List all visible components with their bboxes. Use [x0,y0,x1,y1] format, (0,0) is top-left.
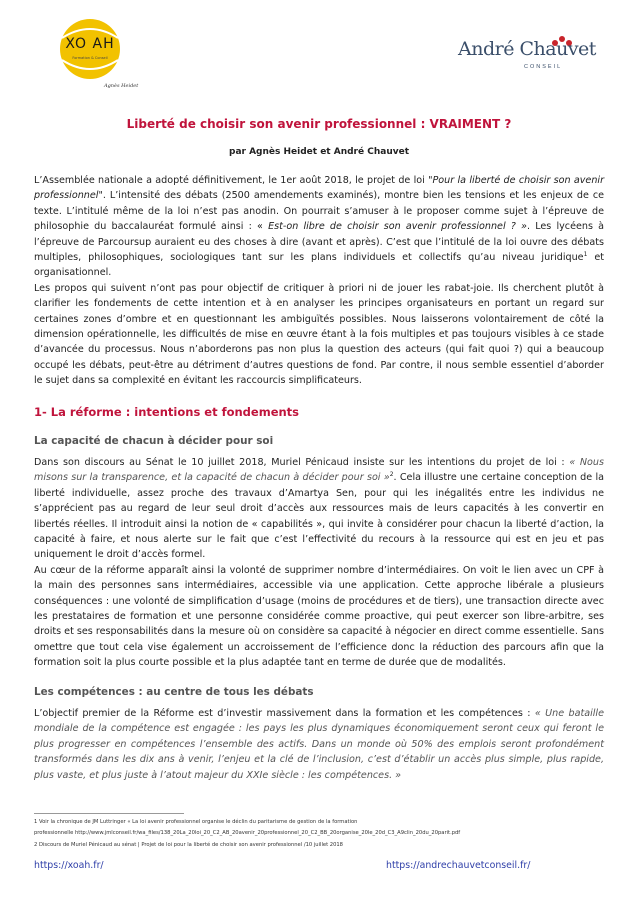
page-title: Liberté de choisir son avenir professionnel : VRAIMENT ? [126,117,512,131]
footnote-separator [34,813,184,814]
andre-chauvet-wordmark: André Chauvet [458,38,596,60]
text-run: . Cela illustre une certaine conception de la liberté individuelle, assez proche des travaux d’Amartya Sen, pour qui les inégalités entre les individus ne s’apprécient pas au regard de leur seul droit d’accès aux ressources mais de leurs capacités à les convertir en libertés réelles. Il introduit ainsi la notion de « capabilités », qui invite à considérer pour chacun la liberté d’action, la capacité à faire, et nous alerte sur le fait que c’est l’effectivité du recours à la ressource qui est en jeu et pas uniquement le droit d’accès formel. [34,472,604,561]
footnote-ref-1[interactable]: 1 [583,250,588,258]
xoah-signature: Agnès Heidet [104,83,139,89]
subsection-capacity-heading: La capacité de chacun à décider pour soi [34,435,274,447]
text-run: ". L’intensité des débats (2500 amendements examinés), montre bien les tensions et les enjeux de ce texte. L’intitulé même de la loi n’est pas anodin. On pourrait s’amuser à le proposer comme sujet à l’épreuve de philosophie du baccalauréat formulé ainsi : « [34,190,604,233]
text-run: Dans son discours au Sénat le 10 juillet 2018, Muriel Pénicaud insiste sur les intentions du projet de loi : [34,457,570,468]
law-title: Pour la liberté de choisir son avenir professionnel [34,175,605,202]
footnote-ref-2[interactable]: 2 [389,471,394,479]
section-1-heading: 1- La réforme : intentions et fondements [34,405,300,419]
footer-link-andre-chauvet[interactable]: https://andrechauvetconseil.fr/ [386,860,531,871]
footer-link-xoah[interactable]: https://xoah.fr/ [34,860,104,871]
intro-paragraph-2: Les propos qui suivent n’ont pas pour objectif de critiquer à priori ni de jouer les rabat-joie. Ils cherchent plutôt à clarifier les fondements de cette intention et à en analyser les principes organisateurs en portant un regard sur certaines zones d’ombre et en questionnant les ambiguïtés possibles. Nous laisserons volontairement de côté la dimension opérationnelle, les difficultés de mise en œuvre étant à la fois multiples et pas toujours visibles à ce stade d’avancée du processus. Nous n’aborderons pas non plus la question des acteurs (qui fait quoi ?) qui a beaucoup occupé les débats, peut-être au détriment d’autres questions de fond. Par contre, il nous semble essentiel d’aborder le sujet dans sa complexité en évitant les raccourcis simplificateurs. [34,282,604,387]
philosophy-question: Est-on libre de choisir son avenir professionnel ? » [268,221,527,233]
xoah-logo-text: XO AH [65,36,115,52]
competences-quote: « Une bataille mondiale de la compétence est engagée : les pays les plus dynamiques économiquement seront ceux qui feront le plus progresser en compétences l’ensemble des actifs. Dans un monde où 50% des emplois seront profondément transformés dans les dix ans à venir, l’enjeu et la clé de l’inclusion, c’est d’établir un accès plus simple, plus rapide, plus vaste, et plus juste à l’atout majeur du XXIe siècle : les compétences. » [34,708,604,781]
subsection-capacity-body [34,455,604,671]
intro-section [34,173,604,389]
footnote-2: 2 Discours de Muriel Pénicaud au sénat | Projet de loi pour la liberté de choisir son avenir professionnel /10 juillet 2018 [34,842,343,848]
xoah-logo-tagline: Formation & Conseil [72,56,108,60]
intro-paragraph-1 [34,173,604,281]
capacity-paragraph-1 [34,455,604,563]
andre-chauvet-subtitle: CONSEIL [524,64,563,70]
text-run: et organisationnel. [34,252,605,279]
subsection-competences-body [34,706,604,783]
footnote-1-line-2[interactable]: professionnelle http://www.jmlconseil.fr/wa_files/138_20La_20loi_20_C2_AB_20avenir_20professionnel_20_C2_BB_20organise_20le_20d_C3_A9clin_20du_20parit.pdf [34,830,461,836]
authors-line: par Agnès Heidet et André Chauvet [229,147,409,157]
text-run: . Les lycéens à l’épreuve de Parcoursup auraient eu des choses à dire (avant et après). C’est que l’intitulé de la loi ouvre des débats multiples, philosophiques, sociologiques tant sur les plans individuels et collectifs qu’au niveau juridique [34,221,605,264]
footnote-1-line-1: 1 Voir la chronique de JM Luttringer « La loi avenir professionnel organise le déclin du paritarisme de gestion de la formation [34,819,358,825]
text-run: L’Assemblée nationale a adopté définitivement, le 1er août 2018, le projet de loi " [34,175,433,186]
penicaud-quote: « Nous misons sur la transparence, et la capacité de chacun à décider pour soi » [34,457,604,484]
competences-paragraph-1 [34,706,604,783]
xoah-logo [44,16,152,96]
subsection-competences-heading: Les compétences : au centre de tous les débats [34,686,314,698]
text-run: L’objectif premier de la Réforme est d’investir massivement dans la formation et les compétences : [34,708,535,719]
capacity-paragraph-2: Au cœur de la réforme apparaît ainsi la volonté de supprimer nombre d’intermédiaires. On voit le lien avec un CPF à la main des personnes sans intermédiaires, accessible via une application. Cette approche libérale a plusieurs conséquences : une volonté de simplification d’usage (moins de procédures et de tiers), une transaction directe avec les prestataires de formation et une personne considérée comme proactive, qui peut exercer son libre-arbitre, ses droits et ses responsabilités dans la mesure où on considère sa capacité à négocier en direct comme essentielle. Sans omettre que tout cela vise également un accroissement de l’efficience donc la réduction des parcours afin que la formation soit la plus courte possible et la plus adaptée tant en terme de durée que de modalités. [34,564,604,669]
andre-chauvet-logo [458,30,598,82]
